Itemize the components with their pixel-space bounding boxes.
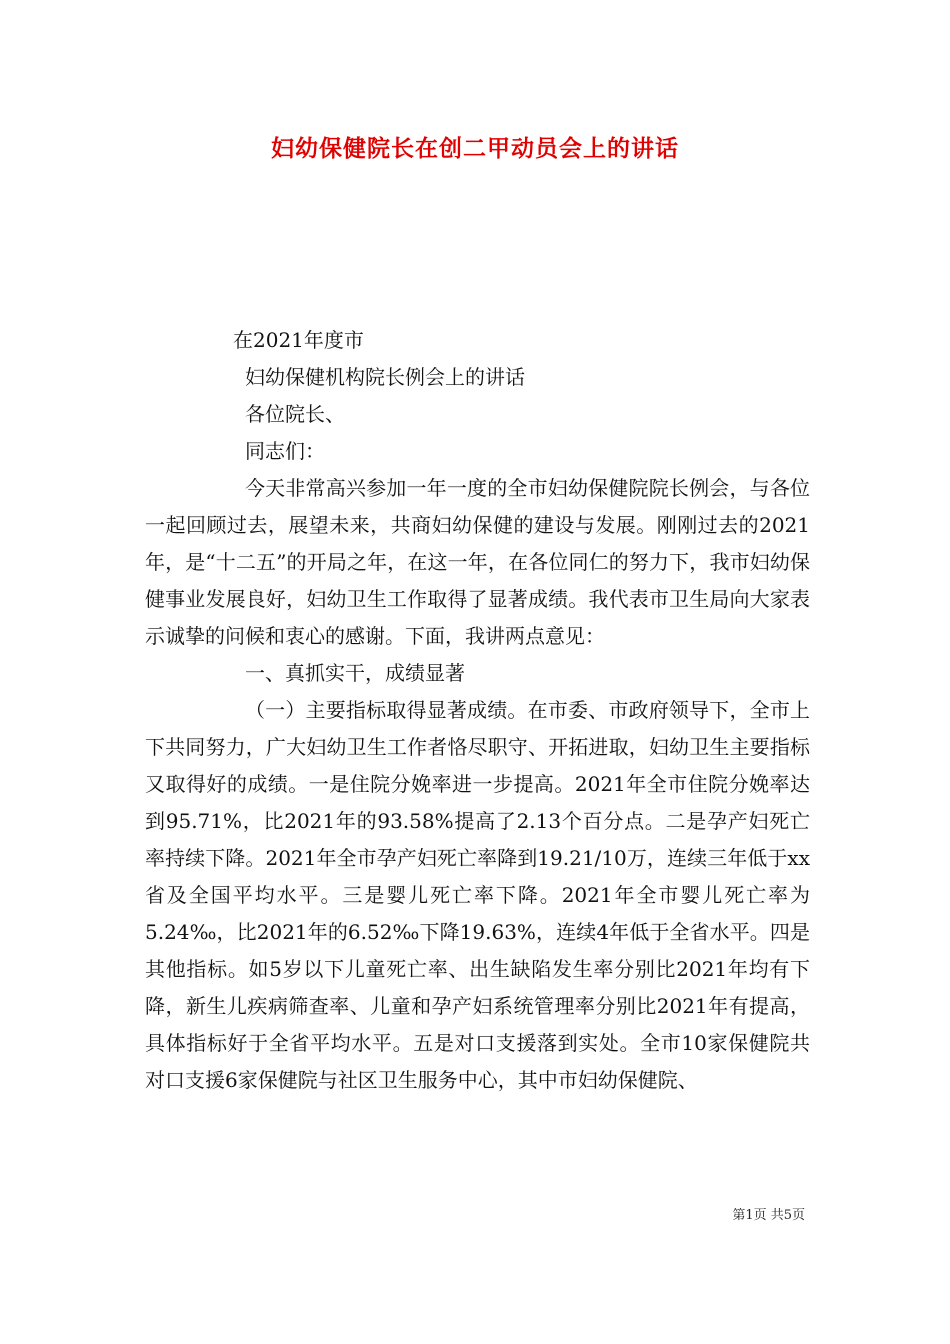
header-line-meeting: 妇幼保健机构院长例会上的讲话 [245, 365, 525, 389]
salutation-line-2: 同志们： [245, 439, 325, 463]
salutation-line-1: 各位院长、 [245, 402, 345, 426]
document-title: 妇幼保健院长在创二甲动员会上的讲话 [271, 135, 679, 162]
header-line-occasion: 在2021年度市 [233, 328, 364, 352]
page-number-footer: 第1页 共5页 [732, 1208, 805, 1223]
document-body [145, 322, 810, 1099]
paragraph-indicators: （一）主要指标取得显著成绩。在市委、市政府领导下，全市上下共同努力，广大妇幼卫生工作者恪尽职守、开拓进取，妇幼卫生主要指标又取得好的成绩。一是住院分娩率进一步提高。2021年全市住院分娩率达到95.71%，比2021年的93.58%提高了2.13个百分点。二是孕产妇死亡率持续下降。2021年全市孕产妇死亡率降到19.21/10万，连续三年低于xx省及全国平均水平。三是婴儿死亡率下降。2021年全市婴儿死亡率为5.24‰，比2021年的6.52‰下降19.63%，连续4年低于全省水平。四是其他指标。如5岁以下儿童死亡率、出生缺陷发生率分别比2021年均有下降，新生儿疾病筛查率、儿童和孕产妇系统管理率分别比2021年有提高，具体指标好于全省平均水平。五是对口支援落到实处。全市10家保健院共对口支援6家保健院与社区卫生服务中心，其中市妇幼保健院、 [145, 698, 810, 1092]
paragraph-opening: 今天非常高兴参加一年一度的全市妇幼保健院院长例会，与各位一起回顾过去，展望未来，共商妇幼保健的建设与发展。刚刚过去的2021年，是“十二五”的开局之年，在这一年，在各位同仁的努力下，我市妇幼保健事业发展良好，妇幼卫生工作取得了显著成绩。我代表市卫生局向大家表示诚挚的问候和衷心的感谢。下面，我讲两点意见： [145, 476, 810, 648]
section-heading-1: 一、真抓实干，成绩显著 [245, 661, 465, 685]
